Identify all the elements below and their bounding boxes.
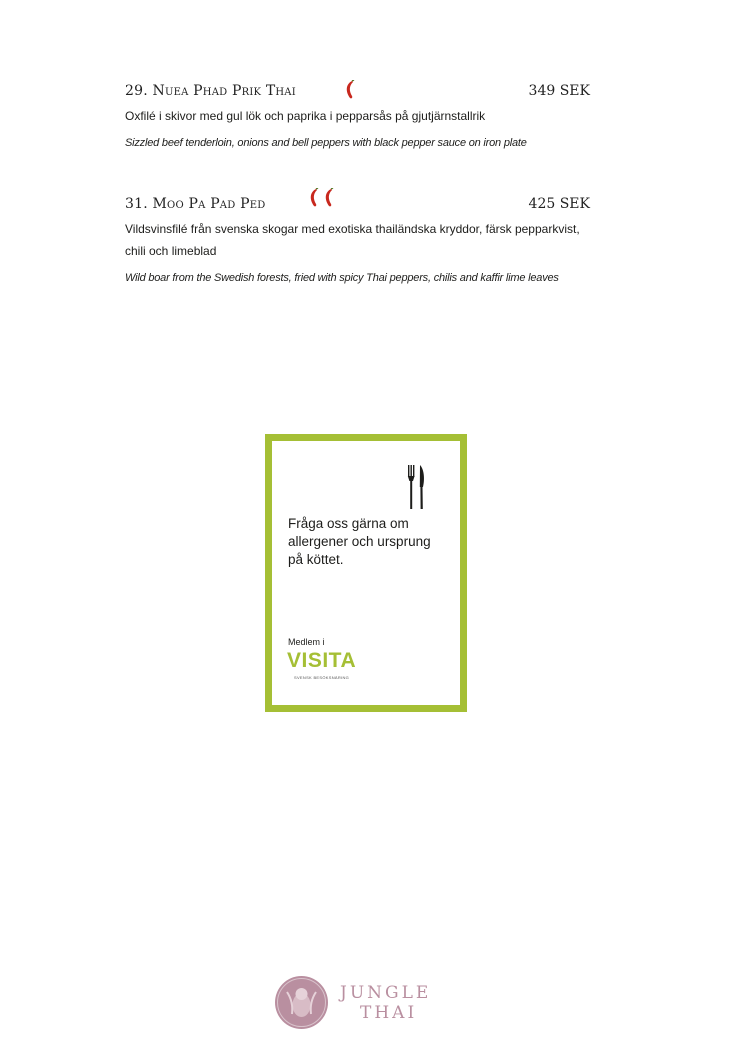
chili-icon (343, 80, 355, 105)
chili-icon (307, 188, 319, 213)
dish-name: 31. Moo Pa Pad Ped (125, 196, 266, 212)
menu-item-header (125, 83, 590, 105)
dish-description-en: Wild boar from the Swedish forests, fried with spicy Thai peppers, chilis and kaffir lime leaves (125, 272, 559, 284)
cutlery-icon (407, 465, 427, 516)
menu-item-header (125, 196, 590, 218)
menu-item-29 (125, 83, 590, 149)
visita-logo: VISITA (287, 649, 357, 672)
allergen-notice-card (265, 434, 467, 712)
member-label: Medlem i (288, 637, 325, 647)
dish-name: 29. Nuea Phad Prik Thai (125, 83, 296, 99)
dish-price: 349 SEK (528, 83, 590, 99)
restaurant-logo (274, 975, 436, 1031)
visita-logo-subtitle: SVENSK BESÖKSNÄRING (294, 675, 350, 680)
logo-emblem-icon (275, 976, 328, 1029)
logo-word-jungle: JUNGLE (340, 983, 432, 1003)
dish-description-sv: Oxfilé i skivor med gul lök och paprika i pepparsås på gjutjärnstallrik (125, 109, 486, 123)
menu-item-31 (125, 196, 590, 284)
dish-description-sv: Vildsvinsfilé från svenska skogar med exotiska thailändska kryddor, färsk pepparkvist, chili och limeblad (125, 222, 580, 258)
chili-icon (322, 188, 334, 213)
allergen-notice-text: Fråga oss gärna om allergener och ursprung på köttet. (288, 516, 431, 567)
logo-word-thai: THAI (360, 1003, 418, 1023)
dish-description-en: Sizzled beef tenderloin, onions and bell peppers with black pepper sauce on iron plate (125, 137, 527, 149)
dish-price: 425 SEK (528, 196, 590, 212)
